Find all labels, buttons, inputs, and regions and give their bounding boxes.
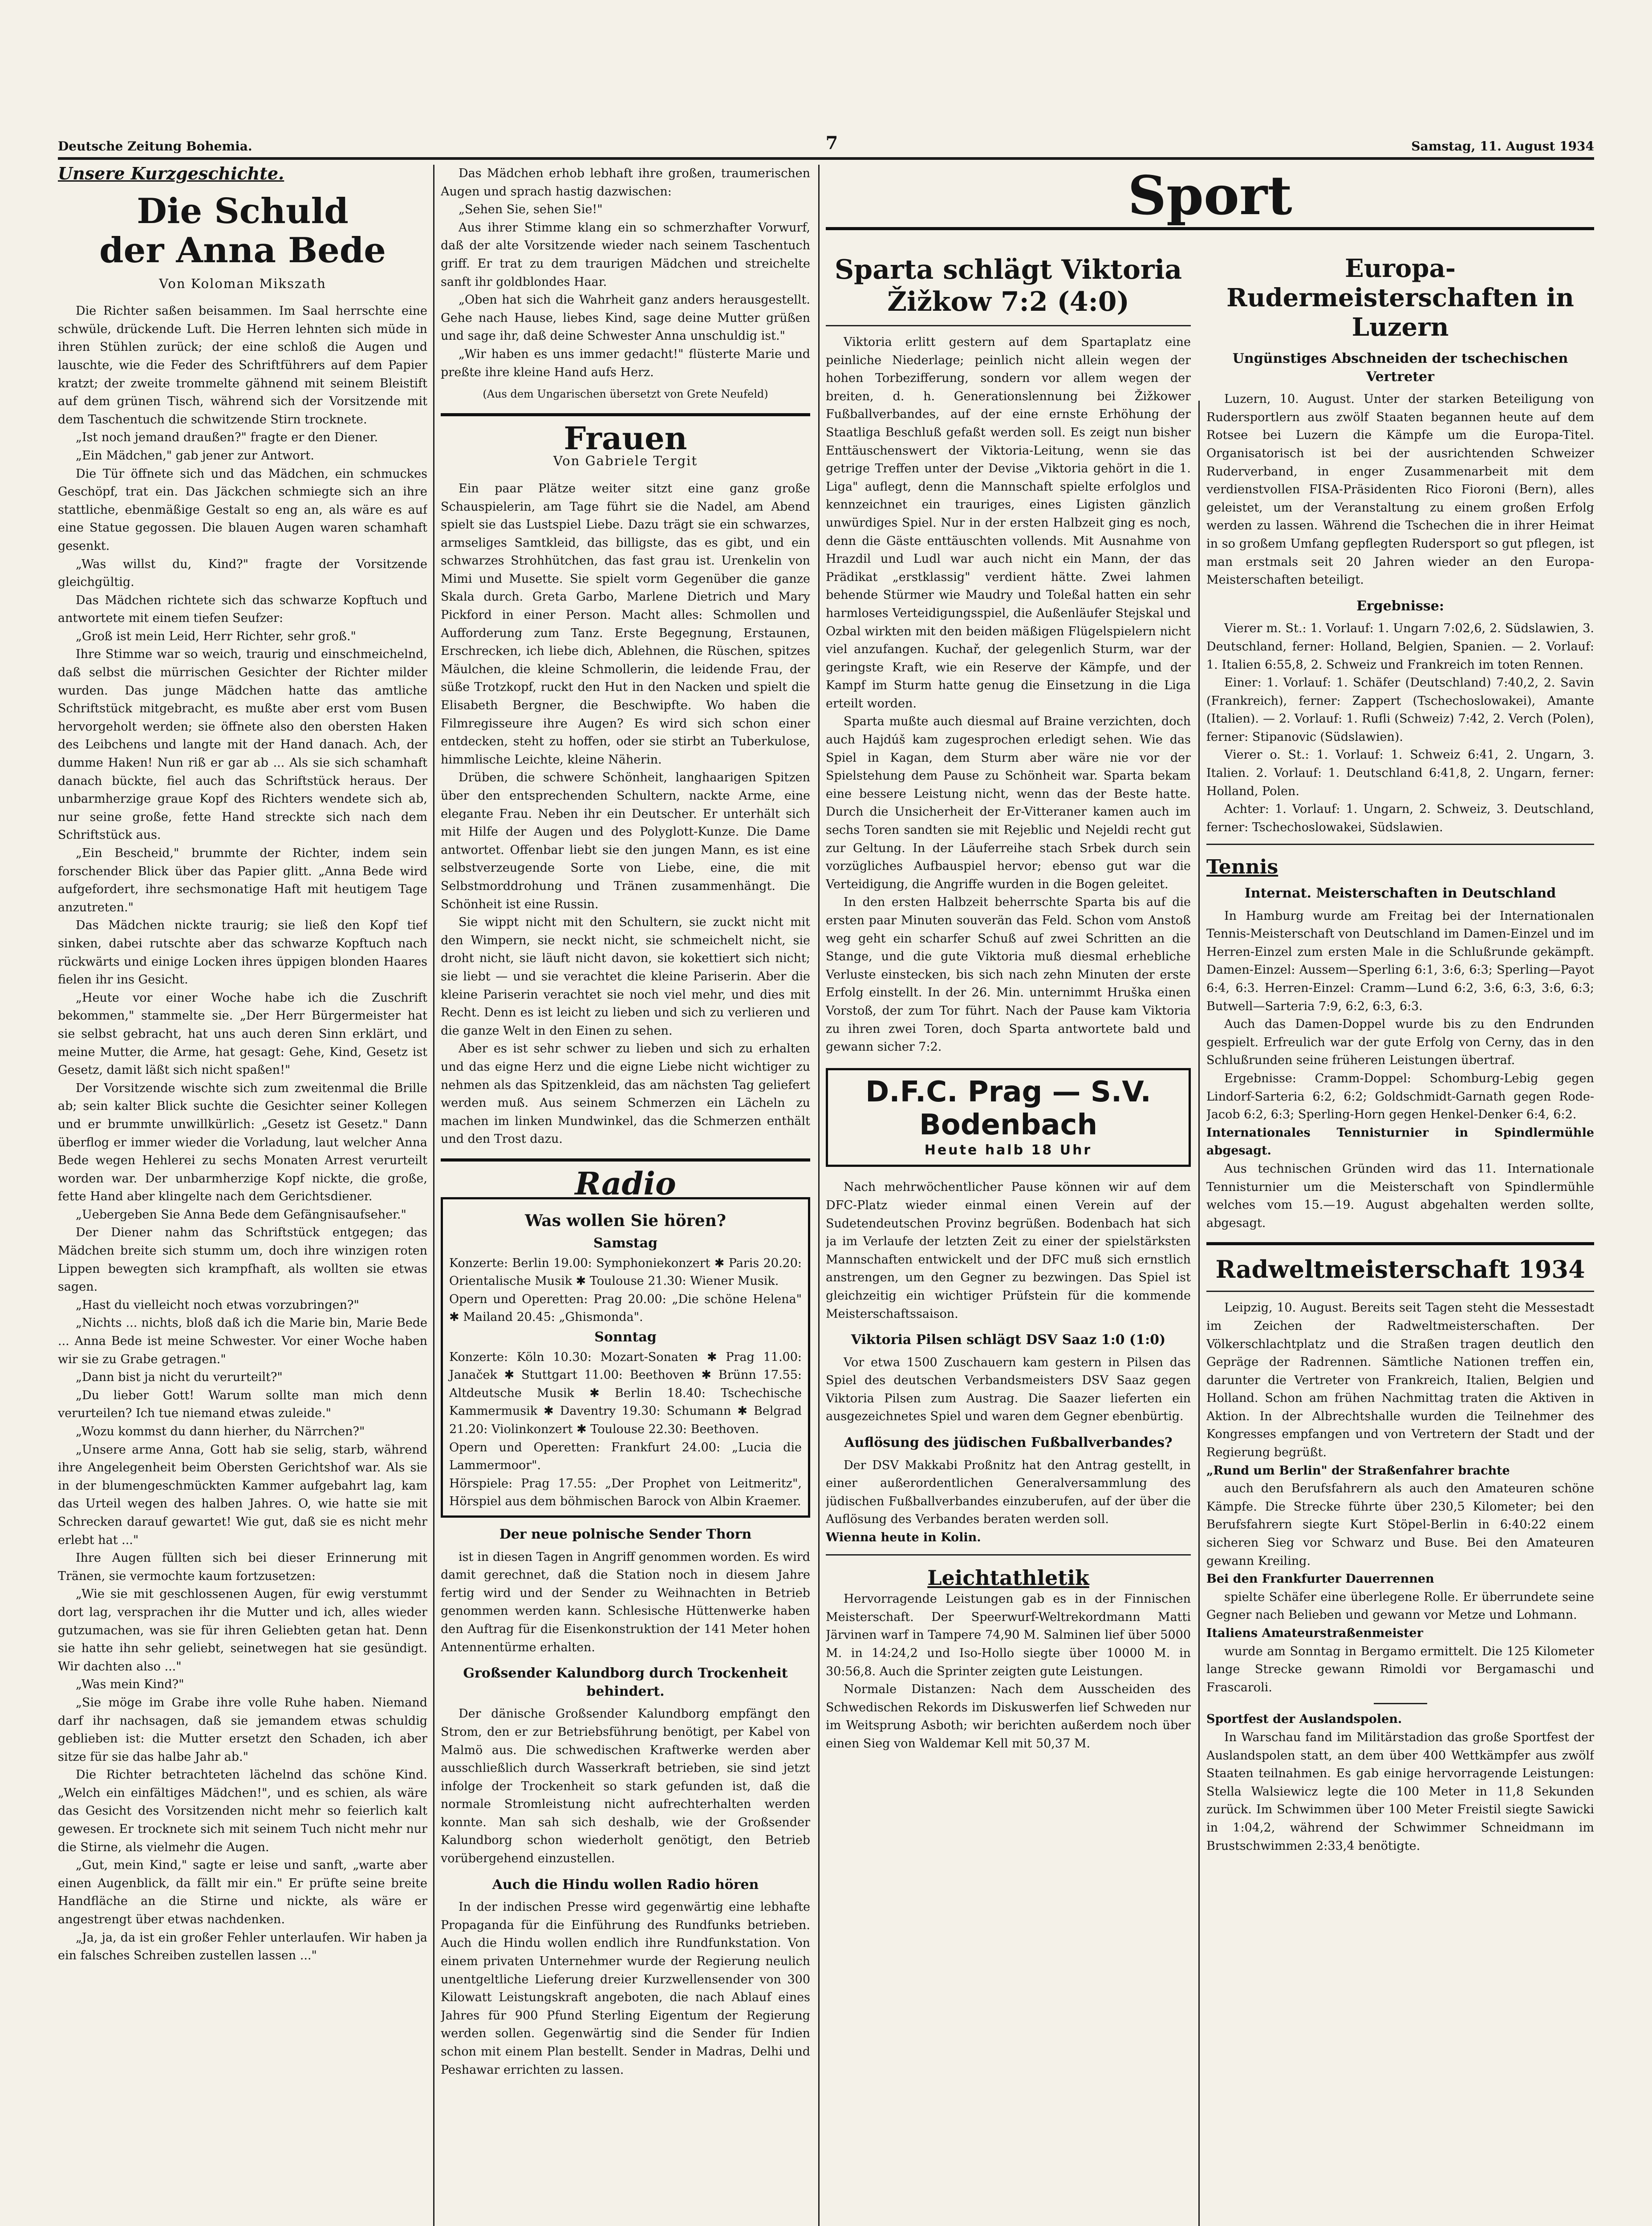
story-paragraph: „Nichts ... nichts, bloß daß ich die Marie bin, Marie Bede ... Anna Bede ist meine Schwester. Vor einer Woche haben wir sie zu Grabe getragen." (58, 1316, 427, 1366)
frauen-paragraph: Ein paar Plätze weiter sitzt eine ganz große Schauspielerin, am Tage führt sie die Nadel, am Abend spielt sie das Lustspiel Liebe. Dazu trägt sie ein schwarzes, armseliges Samtkleid, das billigste, das es gibt, und ein schwarzes Strohhütchen, das fast grau ist. Urenkelin von Mimi und Musette. Sie spielt vorm Gegenüber die ganze Skala durch. Greta Garbo, Marlene Dietrich und Mary Pickford in einer Person. Macht alles: Schmollen und Aufforderung zum Tanz. Erste Begegnung, Erstaunen, Erschrecken, ich liebe dich, Ablehnen, die Rüschen, spitzes Mäulchen, die kleine Schmollerin, die leidende Frau, der süße Trotzkopf, ruckt den Hut in den Nacken und spielt die Elisabeth Bergner, die Beschwipfte. Wo haben die Filmregisseure ihre Augen? Es wird sich schon einer entdecken, steht zu hoffen, oder sie stirbt an Tuberkulose, himmlische Leichte, kleine Näherin. (441, 481, 810, 767)
divider (826, 1554, 1191, 1556)
tennis-text: Ergebnisse: Cramm-Doppel: Schomburg-Lebig gegen Lindorf-Sarteria 6:2, 6:2; Goldschmidt-Garnath gegen Rode-Jacob 6:2, 6:3; Sperling-Horn gegen Henkel-Denker 6:4, 6:2. (1206, 1071, 1594, 1122)
europa-headline: Europa-Rudermeisterschaften in Luzern (1226, 254, 1574, 342)
rad-text: Leipzig, 10. August. Bereits seit Tagen steht die Messestadt im Zeichen der Radweltmeisterschaften. Der Völkerschlachtplatz und die Straßen tragen deutlich den Gepräge der Radrennen. Sämtliche Nationen treffen ein, darunter die Vertreter von Frankreich, Italien, Belgien und Holland. Schon am frühen Nachmittag traten die Aktiven in Aktion. In der Albrechtshalle wurden die Teilnehmer des Kongresses empfangen und von Vertretern der Stadt und der Regierung begrüßt. (1206, 1301, 1594, 1460)
story-paragraph: „Uebergeben Sie Anna Bede dem Gefängnisaufseher." (76, 1207, 406, 1222)
story-paragraph: „Wir haben es uns immer gedacht!" flüsterte Marie und preßte ihre kleine Hand aufs Herz. (441, 347, 810, 379)
polen-headline: Sportfest der Auslandspolen. (1206, 1712, 1402, 1726)
radio-listing: Konzerte: Berlin 19.00: Symphoniekonzert ✱ Paris 20.20: Orientalische Musik ✱ Toulouse 21.30: Wiener Musik. (449, 1256, 802, 1288)
tennis-subheadline: Internat. Meisterschaften in Deutschland (1244, 886, 1556, 902)
story-title-line2: der Anna Bede (99, 230, 386, 271)
europa-result: Vierer o. St.: 1. Vorlauf: 1. Schweiz 6:41, 2. Ungarn, 3. Italien. 2. Vorlauf: 1. Deutschland 6:41,8, 2. Ungarn, ferner: Holland, Polen. (1206, 748, 1594, 798)
europa-results-heading: Ergebnisse: (1356, 598, 1444, 614)
sparta-headline: Sparta schlägt Viktoria Žižkow 7:2 (4:0) (834, 254, 1182, 317)
tennis-text: In Hamburg wurde am Freitag bei der Internationalen Tennis-Meisterschaft von Deutschland im Damen-Einzel und im Herren-Einzel zum ersten Male in die Schlußrunde gekämpft. Damen-Einzel: Aussem—Sperling 6:1, 3:6, 6:3; Sperling—Payot 6:4, 6:3. Herren-Einzel: Cramm—Lund 6:2, 3:6, 6:3, 3:6, 6:3; Butwell—Sarteria 7:9, 6:2, 6:3, 6:3. (1206, 909, 1594, 1013)
sport-section-title: Sport (826, 165, 1594, 230)
story-kicker: Unsere Kurzgeschichte. (58, 165, 284, 183)
match-announcement-title: D.F.C. Prag — S.V. Bodenbach (865, 1075, 1151, 1141)
divider (826, 325, 1191, 326)
europa-result: Vierer m. St.: 1. Vorlauf: 1. Ungarn 7:02,6, 2. Südslawien, 3. Deutschland, ferner: Holland, Belgien, Spanien. — 2. Vorlauf: 1. Italien 6:55,8, 2. Schweiz und Frankreich im toten Rennen. (1206, 621, 1594, 672)
story-paragraph: Die Richter betrachteten lächelnd das schöne Kind. „Welch ein einfältiges Mädchen!", und es schien, als wäre das Gesicht des Vorsitzenden nicht mehr so feierlich kalt gewesen. Er trocknete sich mit seinem Tuch nicht mehr nur die Stirne, als vielmehr die Augen. (58, 1768, 427, 1854)
divider (441, 1158, 810, 1162)
story-paragraph: „Was willst du, Kind?" fragte der Vorsitzende gleichgültig. (58, 557, 427, 589)
match-announcement-time: Heute halb 18 Uhr (924, 1142, 1092, 1158)
newspaper-name: Deutsche Zeitung Bohemia. (58, 139, 252, 154)
radio-listing: Opern und Operetten: Frankfurt 24.00: „Lucia die Lammermoor". (449, 1440, 802, 1473)
frankfurt-text: spielte Schäfer eine überlegene Rolle. Er überrundete seine Gegner nach Belieben und gewann vor Metze und Lohmann. (1206, 1590, 1594, 1622)
italien-headline: Italiens Amateurstraßenmeister (1206, 1626, 1423, 1640)
translation-note: (Aus dem Ungarischen übersetzt von Grete Neufeld) (483, 388, 768, 401)
story-paragraph: „Groß ist mein Leid, Herr Richter, sehr groß." (76, 629, 356, 643)
radio-day-saturday: Samstag (593, 1235, 658, 1251)
frauen-title: Frauen (564, 419, 687, 457)
story-paragraph: „Du lieber Gott! Warum sollte man mich denn verurteilen? Ich tue niemand etwas zuleide." (58, 1388, 427, 1421)
story-paragraph: „Hast du vielleicht noch etwas vorzubringen?" (76, 1298, 359, 1312)
aufloesung-headline: Auflösung des jüdischen Fußballverbandes? (844, 1435, 1173, 1451)
story-paragraph: Der Diener nahm das Schriftstück entgegen; das Mädchen breite sich stumm um, doch ihre winzigen roten Lippen bewegten sich krampfhaft, als wollten sie etwas sagen. (58, 1226, 427, 1294)
story-paragraph: Die Tür öffnete sich und das Mädchen, ein schmuckes Geschöpf, trat ein. Das Jäckchen schmiegte sich an ihre stattliche, ebenmäßige Gestalt so eng an, als wäre es auf eine Statue gegossen. Die blauen Augen waren schamhaft gesenkt. (58, 467, 427, 553)
turnier-text: Aus technischen Gründen wird das 11. Internationale Tennisturnier um die Meisterschaft von Spindlermühle welches vom 15.—19. August abgehalten werden sollte, abgesagt. (1206, 1162, 1594, 1230)
europa-text: Luzern, 10. August. Unter der starken Beteiligung von Rudersportlern aus zwölf Staaten begannen heute auf dem Rotsee bei Luzern die Kämpfe um die Europa-Titel. Organisatorisch ist bei der ausrichtenden Schweizer Ruderverband, in enger Zusammenarbeit mit dem verdienstvollen FISA-Präsidenten Rico Fioroni (Bern), alles geleistet, um der Veranstaltung zu einem großen Erfolg werden zu lassen. Während die Tschechen die in ihrer Heimat in so großem Umfang gepflegten Rudersport so gut pflegen, ist man erstmals seit 20 Jahren wieder an den Europa-Meisterschaften beteiligt. (1206, 392, 1594, 587)
europa-result: Achter: 1. Vorlauf: 1. Ungarn, 2. Schweiz, 3. Deutschland, ferner: Tschechoslowakei, Südslawien. (1206, 802, 1594, 834)
sparta-text: In den ersten Halbzeit beherrschte Sparta bis auf die ersten paar Minuten souverän das Feld. Schon vom Anstoß weg geht ein scharfer Schuß auf zwei Schritten an die Stange, und die gute Viktoria muß diesmal erhebliche Verluste einstecken, bis sich nach zehn Minuten der erste Erfolg einstellt. In der 26. Min. unternimmt Hruška einen Vorstoß, der zum Tor führt. Nach der Pause kam Viktoria zu ihren zwei Toren, doch Sparta antwortete bald und gewann sicher 7:2. (826, 895, 1191, 1054)
divider (1206, 1242, 1594, 1245)
story-title-line1: Die Schuld (137, 191, 349, 232)
frauen-paragraph: Drüben, die schwere Schönheit, langhaarigen Spitzen über den entsprechenden Schultern, nackte Arme, eine elegante Frau. Neben ihr ein Deutscher. Er unterhält sich mit Hilfe der Augen und des Polyglott-Kunze. Die Dame antwortet. Offenbar liebt sie den jungen Mann, es ist eine selbstverzeugende Sorte von Liebe, eine, die mit Selbstmorddrohung und Tränen zusammenhängt. Die Schönheit ist eine Russin. (441, 771, 810, 911)
frauen-byline: Von Gabriele Tergit (553, 453, 698, 469)
story-paragraph: Der Vorsitzende wischte sich zum zweitenmal die Brille ab; sein kalter Blick suchte die Gesichter seiner Kollegen und er brummte unwillkürlich: „Gesetz ist Gesetz." Dann überflog er immer wieder die Vorladung, laut welcher Anna Bede wegen Hehlerei zu sechs Monaten Arrest verurteilt worden war. Der unbarmherzige Kopf nickte, die große, fette Hand aber klingelte nach dem Gerichtsdiener. (58, 1081, 427, 1204)
story-paragraph: „Sehen Sie, sehen Sie!" (459, 203, 603, 217)
column-feuilleton (441, 165, 810, 2226)
leichtathletik-text: Normale Distanzen: Nach dem Ausscheiden des Schwedischen Rekords im Diskuswerfen lief Schweden nur im Weitsprung Asboth; wir berichten außerdem noch über einen Sieg von Waldemar Kell mit 50,37 M. (826, 1682, 1191, 1751)
story-byline: Von Koloman Mikszath (159, 276, 326, 291)
sparta-text: Viktoria erlitt gestern auf dem Spartaplatz eine peinliche Niederlage; peinlich nicht allein wegen der hohen Torbezifferung, sondern vor allem wegen der breiten, d. h. Generationslennung bei Žižkower Fußballverbandes, auf der eine ernste Erhöhung der Staatliga Beschluß gefaßt werden soll. Es zeigt nun bisher Enttäuschenswert der Viktoria-Leitung, wenn sie das getrige Treffen unter der Devise „Viktoria gehört in die 1. Liga" auflegt, denn die Mannschaft spielte erfolglos und kennzeichnet ein trauriges, eines Ligisten gänzlich unwürdiges Spiel. Nur in der ersten Halbzeit ging es noch, denn die Gäste enttäuschten vollends. Mit Ausnahme von Hrazdil und Ludl war auch nicht ein Mann, der das Prädikat „erstklassig" verdient hätte. Zwei lahmen behende Stürmer wie Maudry und Toleßal hatten ein sehr harmloses Verteidigungsspiel, die Außenläufer Stejskal und Ozbal wirkten mit den beiden mäßigen Flügelspielern nicht viel anzufangen. Kuchař, der gelegenlich Sturm, war der geringste Kraft, wie ein Reserve der Kämpfe, und der Kampf im Sturm hatte genug die Einsetzung in die Liga erteilt worden. (826, 335, 1191, 711)
radio-listing: Opern und Operetten: Prag 20.00: „Die schöne Helena" ✱ Mailand 20.45: „Ghismonda". (449, 1292, 802, 1324)
frauen-paragraph: Sie wippt nicht mit den Schultern, sie zuckt nicht mit den Wimpern, sie neckt nicht, sie schmeichelt nicht, sie droht nicht, sie läuft nicht davon, sie kokettiert sich nicht; sie liebt — und sie verachtet die kleine Pariserin. Aber die kleine Pariserin verachtet sie noch viel mehr, und dies mit Recht. Denn es ist leicht zu lieben und sich zu verlieren und die ganze Welt in den Einen zu sehen. (441, 915, 810, 1038)
story-paragraph: „Ja, ja, da ist ein großer Fehler unterlaufen. Wir haben ja ein falsches Schreiben zustellen lassen ..." (58, 1930, 427, 1963)
divider (1206, 1291, 1594, 1292)
column-rule (433, 165, 434, 2226)
radio-news-text: ist in diesen Tagen in Angriff genommen worden. Es wird damit gerechnet, daß die Station noch in diesem Jahre fertig wird und der Sender zu Weihnachten in Betrieb genommen werden kann. Schlesische Hüttenwerke haben den Auftrag für die Eisenkonstruktion der 141 Meter hohen Antennentürme erhalten. (441, 1550, 810, 1654)
pilsen-text: Vor etwa 1500 Zuschauern kam gestern in Pilsen das Spiel des deutschen Verbandsmeisters DSV Saaz gegen Viktoria Pilsen zum Austrag. Die Saazer lieferten ein ausgezeichnetes Spiel und waren dem Gegner ebenbürtig. (826, 1355, 1191, 1424)
page-number: 7 (825, 133, 838, 154)
story-paragraph: „Was mein Kind?" (76, 1678, 184, 1692)
radio-news-heading: Großsender Kalundborg durch Trockenheit behindert. (463, 1665, 788, 1699)
story-title (58, 192, 427, 270)
story-paragraph: Aus ihrer Stimme klang ein so schmerzhafter Vorwurf, daß der alte Vorsitzende wieder nach seinem Taschentuch griff. Er trat zu dem traurigen Mädchen und streichelte sanft ihr goldblondes Haar. (441, 220, 810, 289)
tennis-title: Tennis (1206, 856, 1279, 879)
match-announcement-box (826, 1068, 1191, 1167)
radio-question: Was wollen Sie hören? (525, 1211, 726, 1231)
story-paragraph: „Dann bist ja nicht du verurteilt?" (76, 1370, 283, 1385)
story-paragraph: „Wozu kommst du dann hierher, du Närrchen?" (76, 1425, 365, 1438)
pilsen-headline: Viktoria Pilsen schlägt DSV Saaz 1:0 (1:0) (851, 1332, 1166, 1348)
story-paragraph: Das Mädchen nickte traurig; sie ließ den Kopf tief sinken, dabei rutschte aber das schwarze Kopftuch nach rückwärts und einige Locken ihres üppigen blonden Haares fielen ihr ins Gesicht. (58, 918, 427, 987)
sport-banner (826, 165, 1594, 238)
europa-result: Einer: 1. Vorlauf: 1. Schäfer (Deutschland) 7:40,2, 2. Savin (Frankreich), ferner: Zappert (Tschechoslowakei), Amante (Italien). — 2. Vorlauf: 1. Rufli (Schweiz) 7:42, 2. Verch (Polen), ferner: Stipanovic (Südslawien). (1206, 676, 1594, 744)
leichtathletik-text: Hervorragende Leistungen gab es in der Finnischen Meisterschaft. Der Speerwurf-Weltrekordmann Matti Järvinen warf in Tampere 74,90 M. Salminen lief über 5000 M. in 14:24,2 und Iso-Hollo siegte über 10000 M. in 30:56,8. Auch die Sprinter zeigten gute Leistungen. (826, 1592, 1191, 1678)
story-paragraph: „Sie möge im Grabe ihre volle Ruhe haben. Niemand darf ihr nachsagen, daß sie jemandem etwas schuldig geblieben ist: die Mutter ersetzt den Schaden, ich aber sitze für sie das halbe Jahr ab." (58, 1695, 427, 1764)
column-rule (1198, 401, 1200, 2226)
frankfurt-headline: Bei den Frankfurter Dauerrennen (1206, 1572, 1434, 1586)
issue-date: Samstag, 11. August 1934 (1411, 139, 1594, 154)
radio-news-text: In der indischen Presse wird gegenwärtig eine lebhafte Propaganda für die Einführung des Rundfunks betrieben. Auch die Hindu wollen endlich ihre Rundfunkstation. Von einem privaten Unternehmer wurde der Regierung neulich unentgeltliche Lieferung dreier Kurzwellensender von 300 Kilowatt Leistungskraft angeboten, die nach Ablauf eines Jahres für 900 Pfund Sterling Eigentum der Regierung werden sollen. Gegenwärtig sind die Sender für Indien schon mit einem Plan bestellt. Sender in Madras, Delhi und Peshawar errichten zu lassen. (441, 1900, 810, 2077)
divider (1206, 844, 1594, 845)
story-paragraph: „Heute vor einer Woche habe ich die Zuschrift bekommen," stammelte sie. „Der Herr Bürgermeister hat sie selbst gebracht, hat uns auch deren Sinn erklärt, und meine Mutter, die Arme, hat gesagt: Gehe, Kind, Gesetz ist Gesetz, damit läßt sich nicht spaßen!" (58, 991, 427, 1077)
story-paragraph: Die Richter saßen beisammen. Im Saal herrschte eine schwüle, drückende Luft. Die Herren lehnten sich müde in ihren Stühlen zurück; der eine schloß die Augen und lauschte, wie die Feder des Schriftführers auf dem Papier kratzt; der zweite trommelte gähnend mit seinem Bleistift auf dem grünen Tisch, während sich der Vorsitzende mit dem Taschentuch die schwitzende Stirn trocknete. (58, 304, 427, 427)
story-paragraph: Ihre Stimme war so weich, traurig und einschmeichelnd, daß selbst die mürrischen Gesichter der Richter milder wurden. Das junge Mädchen hatte das amtliche Schriftstück mitgebracht, es mußte aber erst vom Busen hervorgeholt werden; sie öffnete also den obersten Haken des Leibchens und langte mit der Hand danach. Ach, der dumme Haken! Nun riß er gar ab ... Als sie sich schamhaft danach bückte, fiel auch das Schriftstück heraus. Der unbarmherzige graue Kopf des Richters wendete sich ab, nur seine große, fette Hand streckte sich nach dem Schriftstück aus. (58, 647, 427, 842)
story-paragraph: Das Mädchen richtete sich das schwarze Kopftuch und antwortete mit einem tiefen Seufzer: (58, 593, 427, 626)
story-paragraph: „Gut, mein Kind," sagte er leise und sanft, „warte aber einen Augenblick, da fällt mir ein." Er prüfte seine breite Handfläche an die Stirne und nickte, als wäre er angestrengt über etwas nachdenken. (58, 1858, 427, 1927)
divider (1374, 1703, 1427, 1704)
dfc-text: Nach mehrwöchentlicher Pause können wir auf dem DFC-Platz wieder einmal einen Verein auf der Sudetendeutschen Provinz begrüßen. Bodenbach hat sich ja im Verlaufe der letzten Zeit zu einer der spielstärksten Mannschaften entwickelt und der DFC muß sich ernstlich anstrengen, um den Gegner zu bezwingen. Das Spiel ist gleichzeitig ein wichtiger Prüfstein für die kommende Meisterschaftssaison. (826, 1180, 1191, 1321)
italien-text: wurde am Sonntag in Bergamo ermittelt. Die 125 Kilometer lange Strecke gewann Rimoldi vor Bergamaschi und Frascaroli. (1206, 1644, 1594, 1694)
kolin-note: Wienna heute in Kolin. (826, 1531, 981, 1545)
sparta-text: Sparta mußte auch diesmal auf Braine verzichten, doch auch Hajdúš kam zugesprochen erledigt sehen. Wie das Spiel in Kagan, dem Sturm aber wäre nie vor der Spielstehung dem Pause zu Schönheit war. Sparta bekam eine bessere Leistung nicht, wenn das der Beste hatte. Durch die Unsicherheit der Er-Vitteraner kamen auch im sechs Toren sandten sie mit Rejeblic und Nejeldi recht gut zur Geltung. In der Läuferreihe stach Srbek durch sein vorzügliches Aufbauspiel hervor; ebenso gut war die Verteidigung, die Angriffe wurden in die Bogen geleitet. (826, 715, 1191, 891)
column-rule (818, 165, 820, 2226)
rund-text: auch den Berufsfahrern als auch den Amateuren schöne Kämpfe. Die Strecke führte über 230,5 Kilometer; bei den Berufsfahrern siegte Kurt Stöpel-Berlin in 6:40:22 einem sicheren Sieg vor Schwarz und Buse. Bei den Amateuren gewann Kreiling. (1206, 1482, 1594, 1568)
story-paragraph: „Wie sie mit geschlossenen Augen, für ewig verstummt dort lag, versprachen ihr die Mutter und ich, alles wieder gutzumachen, was sie für ihren Geliebten getan hat. Denn sie hatte ihn sehr geliebt, seinetwegen hat sie gesündigt. Wir dachten also ..." (58, 1587, 427, 1674)
radio-news-heading: Der neue polnische Sender Thorn (499, 1526, 752, 1542)
story-paragraph: „Ein Mädchen," gab jener zur Antwort. (76, 448, 314, 463)
story-paragraph: „Oben hat sich die Wahrheit ganz anders herausgestellt. Gehe nach Hause, liebes Kind, sage deine Mutter grüßen und sage ihr, daß deine Schwester Anna unschuldig ist." (441, 293, 810, 343)
polen-text: In Warschau fand im Militärstadion das große Sportfest der Auslandspolen statt, an dem über 400 Wettkämpfer aus zwölf Staaten teilnahmen. Es gab einige hervorragende Leistungen: Stella Walsiewicz legte die 100 Meter in 11,8 Sekunden zurück. Im Schwimmen über 100 Meter Freistil siegte Sawicki in 1:04,2, während der Schwimmer Schneidmann im Brustschwimmen 2:33,4 benötigte. (1206, 1730, 1594, 1853)
column-sport-2 (1206, 249, 1594, 2226)
divider (441, 413, 810, 416)
story-paragraph: Ihre Augen füllten sich bei dieser Erinnerung mit Tränen, sie vermochte kaum fortzusetzen: (58, 1551, 427, 1583)
frauen-paragraph: Aber es ist sehr schwer zu lieben und sich zu erhalten und das eigne Herz und die eigne Liebe nicht wichtiger zu nehmen als das Spitzenkleid, das am nächsten Tag geliefert werden muß. Aus seinem Schmerzen ein Lächeln zu machen im linken Mundwinkel, das die Schmerzen enthält und den Trost dazu. (441, 1042, 810, 1146)
aufloesung-text: Der DSV Makkabi Proßnitz hat den Antrag gestellt, in einer außerordentlichen Generalversammlung des jüdischen Fußballverbandes einzuberufen, auf der über die Auflösung des Verbandes beraten werden soll. (826, 1458, 1191, 1527)
running-header (58, 127, 1594, 160)
story-paragraph: „Unsere arme Anna, Gott hab sie selig, starb, während ihre Angelegenheit beim Obersten Gerichtshof war. Als sie in der blumengeschmückten Kammer aufgebahrt lag, kam das Urteil wegen des halben Jahres. O, wie hatte sie mit Schrecken darauf gewartet! Wie gut, daß sie es nicht mehr erlebt hat ..." (58, 1442, 427, 1547)
radio-title: Radio (575, 1165, 676, 1202)
radio-news-heading: Auch die Hindu wollen Radio hören (492, 1877, 759, 1893)
column-story (58, 165, 427, 2226)
column-football (826, 249, 1191, 2226)
rund-headline: „Rund um Berlin" der Straßenfahrer brachte (1206, 1463, 1510, 1478)
leichtathletik-title: Leichtathletik (927, 1565, 1089, 1590)
story-paragraph: „Ist noch jemand draußen?" fragte er den Diener. (76, 431, 378, 445)
tennis-text: Auch das Damen-Doppel wurde bis zu den Endrunden gespielt. Erfreulich war der gute Erfolg von Cerny, das in den Schlußrunden seine früheren Leistungen übertraf. (1206, 1017, 1594, 1068)
story-paragraph: „Ein Bescheid," brummte der Richter, indem sein forschender Blick über das Papier glitt. „Anna Bede wird aufgefordert, ihre sechsmonatige Haft mit heutigem Tage anzutreten." (58, 846, 427, 914)
story-paragraph: Das Mädchen erhob lebhaft ihre großen, traumerischen Augen und sprach hastig dazwischen: (441, 167, 810, 199)
rad-headline: Radweltmeisterschaft 1934 (1215, 1255, 1585, 1284)
turnier-headline: Internationales Tennisturnier in Spindlermühle abgesagt. (1206, 1125, 1594, 1158)
radio-listing: Hörspiele: Prag 17.55: „Der Prophet von Leitmeritz", Hörspiel aus dem böhmischen Barock von Albin Kraemer. (449, 1476, 802, 1509)
europa-subheadline: Ungünstiges Abschneiden der tschechischen Vertreter (1232, 351, 1568, 385)
radio-news-text: Der dänische Großsender Kalundborg empfängt den Strom, den er zur Betriebsführung benötigt, per Kabel von Malmö aus. Die schwedischen Kraftwerke werden aber ausschließlich durch Wasserkraft betrieben, sie sind jetzt infolge der Trockenheit so stark gefunden ist, daß die normale Stromleistung nicht aufrechterhalten werden konnte. Man sah sich deshalb, wie der Großsender Kalundborg schon wiederholt genötigt, den Betrieb vorübergehend einzustellen. (441, 1707, 810, 1866)
radio-day-sunday: Sonntag (594, 1329, 657, 1345)
radio-listing: Konzerte: Köln 10.30: Mozart-Sonaten ✱ Prag 11.00: Janaček ✱ Stuttgart 11.00: Beethoven ✱ Brünn 17.55: Altdeutsche Musik ✱ Berlin 18.40: Tschechische Kammermusik ✱ Daventry 19.30: Schumann ✱ Belgrad 21.20: Violinkonzert ✱ Toulouse 22.30: Beethoven. (449, 1350, 802, 1436)
radio-program-box (441, 1197, 810, 1518)
